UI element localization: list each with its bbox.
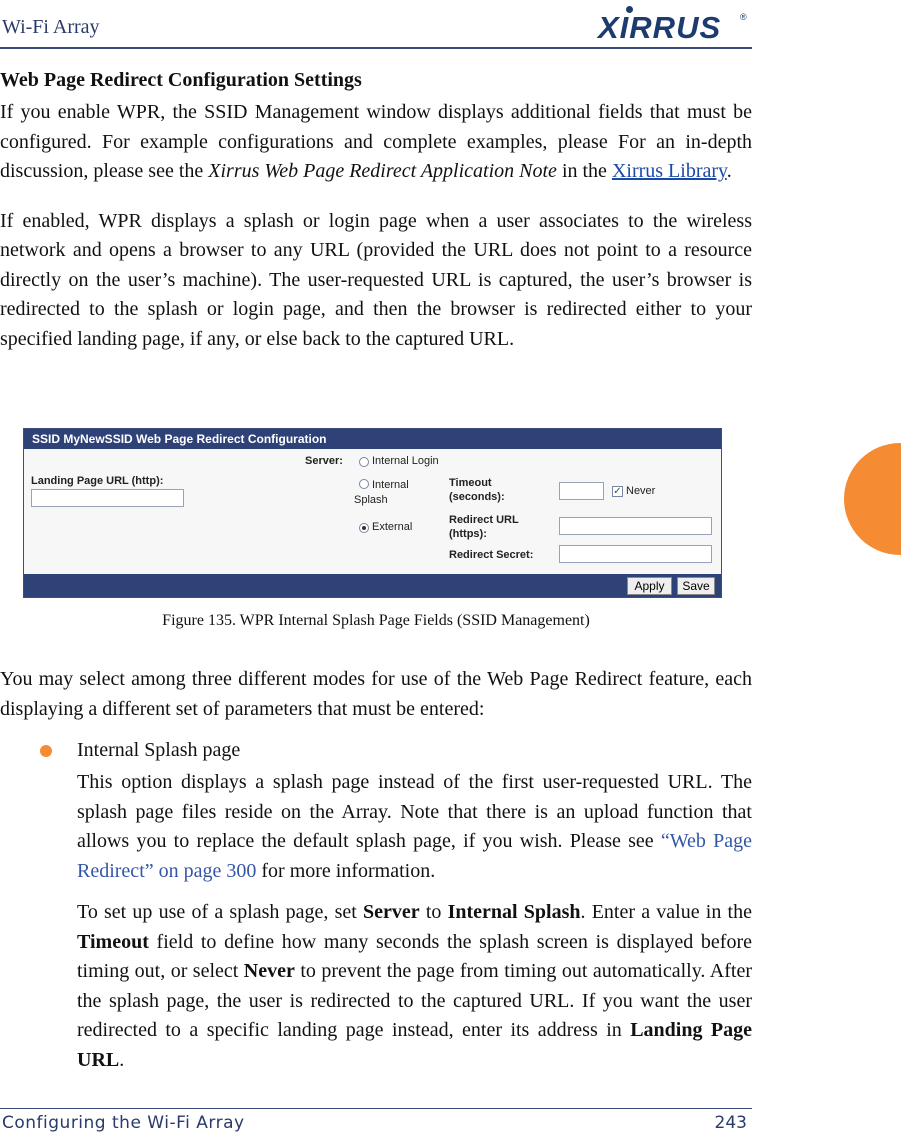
p1-text-a: If you enable WPR, the SSID Management window displays additional fields that must be configured. For example configurations and complete examples, please For an in-depth discussion, please see the: [0, 101, 752, 182]
never-label: Never: [626, 485, 656, 497]
timeout-input[interactable]: [559, 482, 604, 500]
landing-page-input[interactable]: [31, 489, 184, 507]
paragraph-modes-intro: You may select among three different modes for use of the Web Page Redirect feature, each displaying a different set of parameters that must be entered:: [0, 668, 752, 720]
splash-desc-text-a: This option displays a splash page instead of the first user-requested URL. The splash page files reside on the Array. Note that there is an upload function that allows you to replace the default splash page, if you wish. Please see: [77, 771, 752, 852]
radio-external[interactable]: [359, 523, 369, 533]
running-footer-title: Configuring the Wi-Fi Array: [2, 1113, 245, 1133]
section-content: [0, 66, 752, 354]
wpr-config-figure: [23, 428, 722, 598]
setup-text-c: . Enter a value in the: [580, 901, 752, 923]
term-internal-splash: Internal Splash: [447, 901, 581, 923]
xirrus-library-link[interactable]: Xirrus Library: [611, 160, 727, 182]
xirrus-logo: [598, 6, 748, 45]
term-timeout: Timeout: [77, 930, 149, 953]
figure-footer-bar: [24, 574, 721, 597]
page-number: 243: [714, 1113, 747, 1133]
radio-internal-login[interactable]: [359, 457, 369, 467]
setup-text-e: to prevent the page from timing out automatically. After the splash page, the user is redirected to the captured URL. If you want the user redirected to a specific landing page instead, enter its address in: [77, 960, 752, 1041]
term-never: Never: [243, 960, 295, 982]
never-checkbox[interactable]: ✓: [613, 486, 622, 497]
timeout-label-2: (seconds):: [449, 491, 505, 503]
paragraph-splash-description: [77, 768, 752, 886]
term-server: Server: [362, 901, 420, 923]
external-label: External: [372, 521, 413, 533]
paragraph-wpr-behavior: If enabled, WPR displays a splash or login page when a user associates to the wireless network and opens a browser to any URL (provided the URL does not point to a resource directly on the user’s machine). The user-requested URL is captured, the user’s browser is redirected to the splash or login page, and then the browser is redirected either to your specified landing page, if any, or else back to the captured URL.: [0, 209, 752, 350]
footer-rule: [0, 1108, 752, 1109]
app-note-title: Xirrus Web Page Redirect Application Note: [208, 160, 557, 182]
splash-description-block: [77, 768, 752, 886]
bullet-label: Internal Splash page: [77, 739, 241, 761]
save-button[interactable]: Save: [677, 577, 715, 595]
redirect-secret-input[interactable]: [559, 545, 712, 563]
internal-splash-label-2: Splash: [354, 494, 388, 506]
paragraph-splash-setup: [77, 898, 752, 1075]
bullet-dot-icon: [40, 745, 52, 757]
redirect-url-input[interactable]: [559, 517, 712, 535]
timeout-label-1: Timeout: [449, 477, 492, 489]
landing-page-label: Landing Page URL (http):: [31, 475, 164, 487]
p1-text-b: in the: [556, 160, 612, 182]
chapter-tab: [844, 443, 901, 555]
apply-button[interactable]: Apply: [627, 577, 672, 595]
internal-login-label: Internal Login: [372, 455, 439, 467]
internal-splash-label-1: Internal: [372, 479, 409, 491]
running-header-title: Wi-Fi Array: [2, 16, 100, 38]
modes-intro-block: [0, 665, 752, 724]
redirect-secret-label: Redirect Secret:: [449, 549, 534, 561]
figure-titlebar: SSID MyNewSSID Web Page Redirect Configuration: [24, 429, 721, 449]
paragraph-wpr-intro: [0, 98, 752, 187]
p1-text-c: .: [726, 160, 732, 182]
splash-setup-block: [77, 898, 752, 1075]
redirect-url-label-2: (https):: [449, 528, 487, 540]
setup-text-a: To set up use of a splash page, set: [77, 901, 363, 923]
splash-desc-text-b: for more information.: [256, 859, 436, 882]
header-rule: [0, 47, 752, 49]
web-page-redirect-xref[interactable]: “Web Page Redirect” on page 300: [77, 830, 753, 882]
setup-text-b: to: [419, 901, 448, 923]
figure-caption: Figure 135. WPR Internal Splash Page Fields (SSID Management): [162, 612, 590, 629]
logo-registered-mark: ®: [740, 12, 747, 22]
figure-body: [24, 449, 721, 574]
server-label: Server:: [305, 455, 343, 467]
redirect-url-label-1: Redirect URL: [449, 514, 519, 526]
setup-text-f: .: [119, 1048, 125, 1071]
logo-text: XIRRUS: [598, 10, 722, 45]
setup-text-d: field to define how many seconds the splash screen is displayed before timing out, or select: [77, 930, 752, 982]
radio-internal-splash[interactable]: [359, 479, 369, 489]
section-heading: Web Page Redirect Configuration Settings: [0, 69, 362, 91]
term-landing-page-url: Landing Page URL: [77, 1019, 753, 1071]
